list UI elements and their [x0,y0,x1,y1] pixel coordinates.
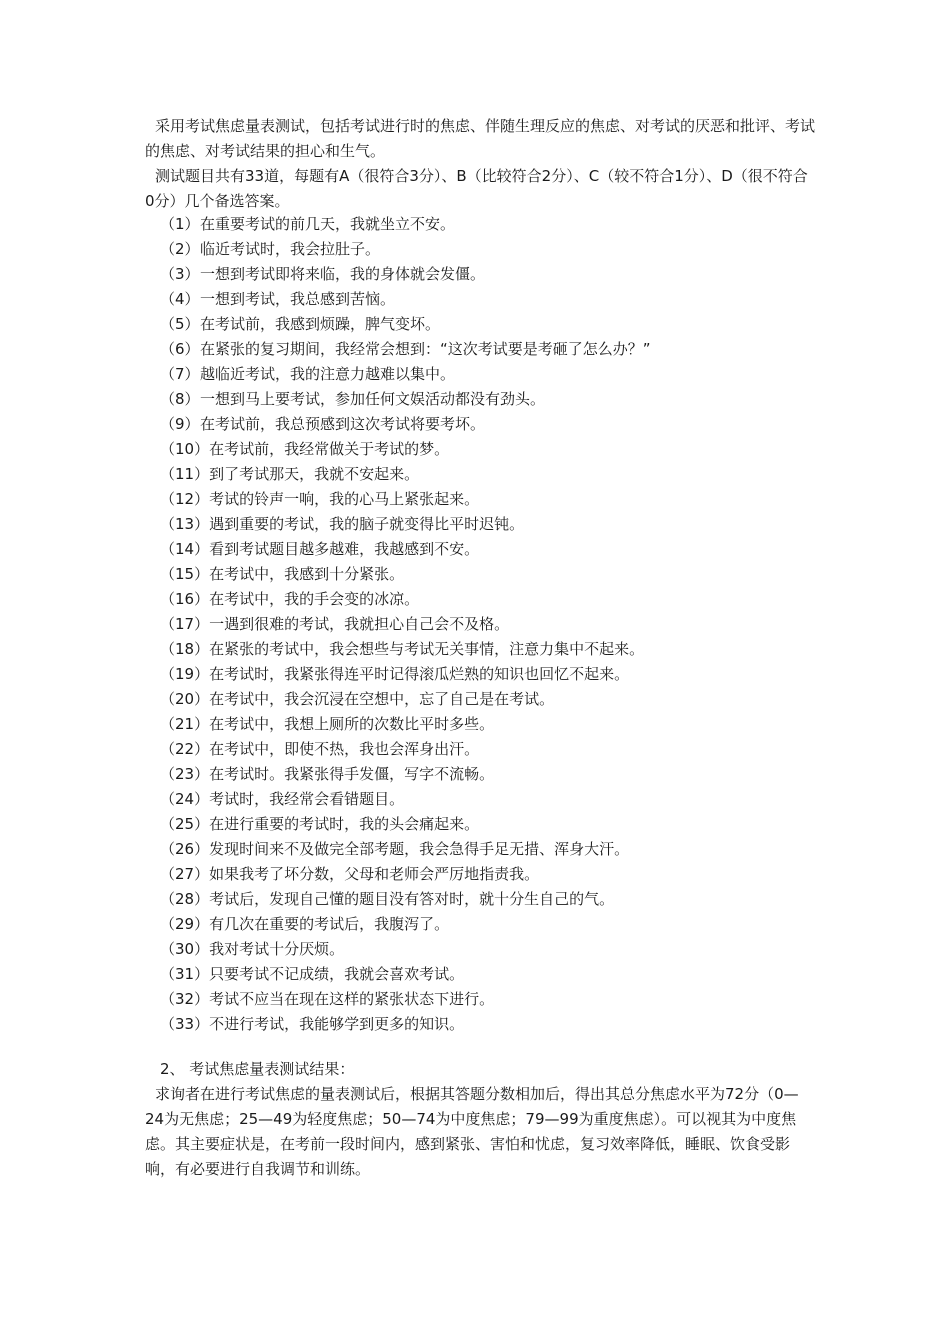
question-number: （27） [160,865,210,883]
question-item [160,562,651,587]
question-text: 一想到马上要考试，参加任何文娱活动都没有劲头。 [200,390,546,408]
question-item [160,662,651,687]
question-item [160,587,651,612]
question-item [160,787,651,812]
question-number: （32） [160,990,210,1008]
question-text: 看到考试题目越多越难，我越感到不安。 [209,540,480,558]
question-number: （26） [160,840,210,858]
question-number: （24） [160,790,210,808]
question-text: 如果我考了坏分数，父母和老师会严厉地指责我。 [209,865,540,883]
question-text: 一遇到很难的考试，我就担心自己会不及格。 [209,615,510,633]
question-item [160,712,651,737]
question-number: （3） [160,265,200,283]
question-item [160,987,651,1012]
question-item [160,237,651,262]
question-text: 在考试中，我感到十分紧张。 [209,565,405,583]
question-number: （31） [160,965,210,983]
question-number: （21） [160,715,210,733]
question-item [160,737,651,762]
question-item [160,412,651,437]
question-text: 考试后，发现自己懂的题目没有答对时，就十分生自己的气。 [209,890,615,908]
question-number: （15） [160,565,210,583]
results-heading: 2、 考试焦虑量表测试结果： [160,1060,355,1078]
question-text: 一想到考试，我总感到苦恼。 [200,290,396,308]
question-item [160,862,651,887]
question-item [160,287,651,312]
question-text: 考试时，我经常会看错题目。 [209,790,405,808]
question-text: 不进行考试，我能够学到更多的知识。 [209,1015,465,1033]
question-number: （5） [160,315,200,333]
question-number: （23） [160,765,210,783]
question-text: 有几次在重要的考试后，我腹泻了。 [209,915,450,933]
question-text: 我对考试十分厌烦。 [209,940,345,958]
question-item [160,437,651,462]
question-number: （30） [160,940,210,958]
question-text: 越临近考试，我的注意力越难以集中。 [200,365,456,383]
question-text: 在重要考试的前几天，我就坐立不安。 [200,215,456,233]
question-text: 考试不应当在现在这样的紧张状态下进行。 [209,990,495,1008]
question-text: 只要考试不记成绩，我就会喜欢考试。 [209,965,465,983]
question-item [160,837,651,862]
question-text: 考试的铃声一响，我的心马上紧张起来。 [209,490,480,508]
question-item [160,262,651,287]
question-list [160,212,651,1037]
question-item [160,462,651,487]
question-number: （9） [160,415,200,433]
question-number: （1） [160,215,200,233]
question-number: （11） [160,465,210,483]
question-item [160,637,651,662]
question-text: 在考试中，我会沉浸在空想中，忘了自己是在考试。 [209,690,555,708]
question-item [160,912,651,937]
question-item [160,612,651,637]
question-number: （4） [160,290,200,308]
question-number: （28） [160,890,210,908]
question-text: 一想到考试即将来临，我的身体就会发僵。 [200,265,486,283]
question-number: （29） [160,915,210,933]
question-number: （17） [160,615,210,633]
question-text: 在考试中，即使不热，我也会浑身出汗。 [209,740,480,758]
question-number: （25） [160,815,210,833]
question-text: 在考试前，我总预感到这次考试将要考坏。 [200,415,486,433]
question-item [160,512,651,537]
question-number: （19） [160,665,210,683]
question-number: （33） [160,1015,210,1033]
question-text: 在紧张的考试中，我会想些与考试无关事情，注意力集中不起来。 [209,640,645,658]
question-item [160,687,651,712]
question-item [160,362,651,387]
question-item [160,337,651,362]
question-number: （16） [160,590,210,608]
intro-paragraph-2: 测试题目共有33道，每题有A（很符合3分）、B（比较符合2分）、C（较不符合1分）、D（很不符合0分）几个备选答案。 [145,167,808,210]
question-item [160,937,651,962]
question-item [160,887,651,912]
question-number: （13） [160,515,210,533]
question-number: （6） [160,340,200,358]
question-text: 在考试时。我紧张得手发僵，写字不流畅。 [209,765,495,783]
question-item [160,312,651,337]
intro-paragraph-1: 采用考试焦虑量表测试，包括考试进行时的焦虑、伴随生理反应的焦虑、对考试的厌恶和批评、考试的焦虑、对考试结果的担心和生气。 [145,117,816,160]
question-item [160,812,651,837]
question-number: （22） [160,740,210,758]
results-paragraph: 求询者在进行考试焦虑的量表测试后，根据其答题分数相加后，得出其总分焦虑水平为72分（0—24为无焦虑；25—49为轻度焦虑；50—74为中度焦虑；79—99为重度焦虑）。可以视其为中度焦虑。其主要症状是，在考前一段时间内，感到紧张、害怕和忧虑，复习效率降低，睡眠、饮食受影响，有必要进行自我调节和训练。 [145,1085,799,1178]
question-text: 在考试前，我经常做关于考试的梦。 [209,440,450,458]
question-text: 在考试前，我感到烦躁，脾气变坏。 [200,315,441,333]
question-text: 在紧张的复习期间，我经常会想到：“这次考试要是考砸了怎么办？” [200,340,651,358]
question-number: （12） [160,490,210,508]
question-number: （7） [160,365,200,383]
question-item [160,1012,651,1037]
question-item [160,962,651,987]
question-number: （18） [160,640,210,658]
question-number: （2） [160,240,200,258]
question-item [160,387,651,412]
question-text: 在考试中，我的手会变的冰凉。 [209,590,420,608]
question-text: 在进行重要的考试时，我的头会痛起来。 [209,815,480,833]
question-item [160,487,651,512]
question-number: （20） [160,690,210,708]
question-text: 临近考试时，我会拉肚子。 [200,240,381,258]
question-text: 在考试时，我紧张得连平时记得滚瓜烂熟的知识也回忆不起来。 [209,665,630,683]
question-item [160,212,651,237]
question-item [160,537,651,562]
question-text: 在考试中，我想上厕所的次数比平时多些。 [209,715,495,733]
question-text: 遇到重要的考试，我的脑子就变得比平时迟钝。 [209,515,525,533]
question-item [160,762,651,787]
question-text: 到了考试那天，我就不安起来。 [209,465,420,483]
question-number: （10） [160,440,210,458]
question-number: （14） [160,540,210,558]
question-text: 发现时间来不及做完全部考题，我会急得手足无措、浑身大汗。 [209,840,630,858]
question-number: （8） [160,390,200,408]
